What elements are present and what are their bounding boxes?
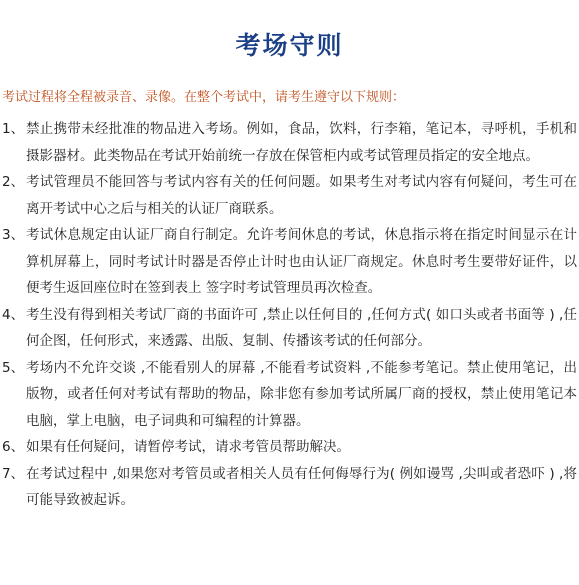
rule-text: 如果有任何疑问，请暂停考试，请求考管员帮助解决。 (26, 439, 350, 455)
rules-list (2, 116, 577, 514)
rule-text: 考试管理员不能回答与考试内容有关的任何问题。如果考生对考试内容有何疑问，考生可在离开考试中心之后与相关的认证厂商联系。 (26, 174, 577, 217)
rule-text: 禁止携带未经批准的物品进入考场。例如，食品，饮料，行李箱，笔记本，寻呼机，手机和摄影器材。此类物品在考试开始前统一存放在保管柜内或考试管理员指定的安全地点。 (26, 121, 577, 164)
rule-item-5 (2, 355, 577, 435)
rule-number: 7、 (2, 465, 25, 482)
rule-text: 考试休息规定由认证厂商自行制定。允许考间休息的考试，休息指示将在指定时间显示在计算机屏幕上，同时考试计时器是否停止计时也由认证厂商规定。休息时考生要带好证件，以便考生返回座位时在签到表上 签字时考试管理员再次检查。 (26, 227, 577, 296)
page-title: 考场守则 (235, 31, 344, 60)
intro-text: 考试过程将全程被录音、录像。在整个考试中，请考生遵守以下规则： (2, 90, 406, 105)
rule-item-1 (2, 116, 577, 169)
rule-item-6 (2, 434, 577, 461)
rule-item-7 (2, 461, 577, 514)
rule-number: 4、 (2, 306, 25, 323)
rule-text: 在考试过程中 ,如果您对考管员或者相关人员有任何侮辱行为( 例如谩骂 ,尖叫或者恐吓 ) ,将可能导致被起诉。 (26, 465, 577, 508)
rule-number: 5、 (2, 359, 25, 376)
rule-number: 3、 (2, 227, 25, 243)
rule-item-2 (2, 169, 577, 222)
rule-text: 考场内不允许交谈 ,不能看别人的屏幕 ,不能看考试资料 ,不能参考笔记。禁止使用笔记，出版物，或者任何对考试有帮助的物品，除非您有参加考试所属厂商的授权，禁止使用笔记本电脑，掌上电脑，电子词典和可编程的计算器。 (26, 359, 577, 429)
rule-item-4 (2, 302, 577, 355)
rule-number: 2、 (2, 174, 25, 190)
rule-number: 1、 (2, 121, 25, 137)
rule-text: 考生没有得到相关考试厂商的书面许可 ,禁止以任何目的 ,任何方式( 如口头或者书面等 ) ,任何企图，任何形式，来透露、出版、复制、传播该考试的任何部分。 (26, 306, 577, 349)
rule-number: 6、 (2, 439, 25, 455)
rule-item-3 (2, 222, 577, 302)
